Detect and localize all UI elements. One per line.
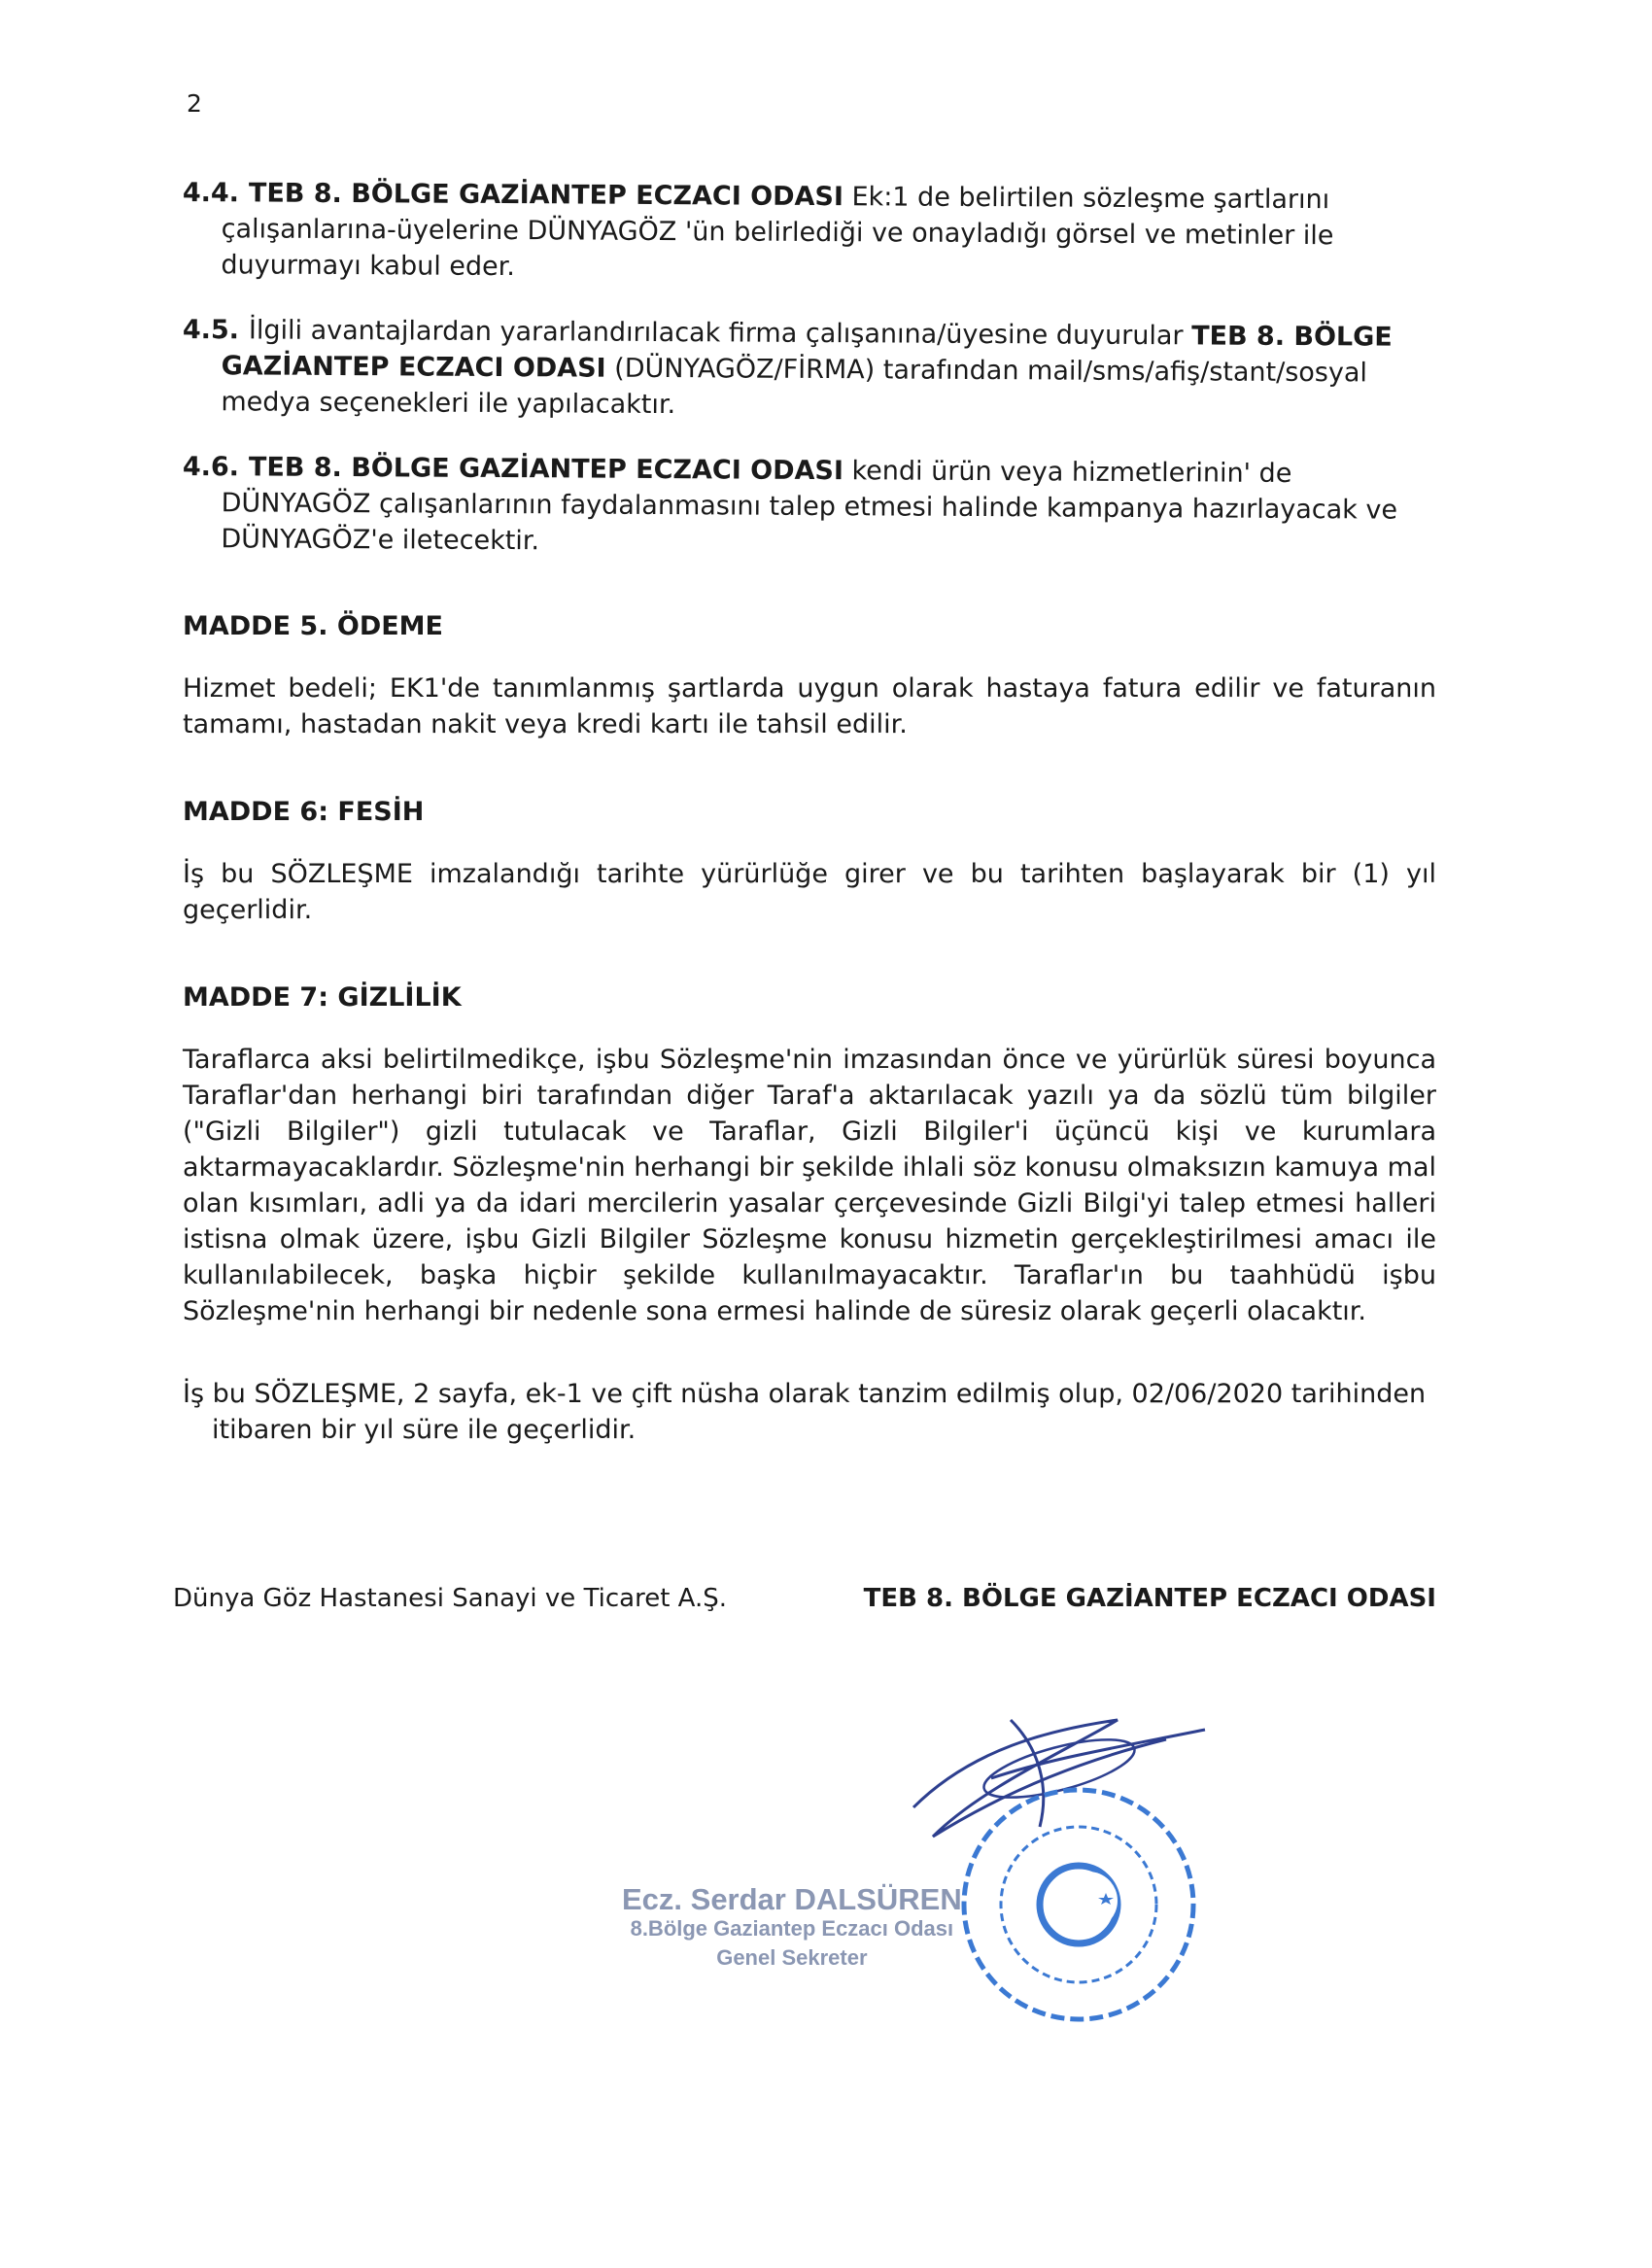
page-number: 2 <box>187 89 202 118</box>
signature-parties <box>173 1584 1436 1613</box>
clause-4-4 <box>182 175 1436 291</box>
clause-list <box>183 175 1436 557</box>
section-list <box>183 611 1436 1329</box>
section-paragraph: Hizmet bedeli; EK1'de tanımlanmış şartlarda uygun olarak hastaya fatura edilir ve faturanın tamamı, hastadan nakit veya kredi kartı ile tahsil edilir. <box>183 673 1436 739</box>
clause-emphasis: TEB 8. BÖLGE GAZİANTEP ECZACI ODASI <box>248 178 844 213</box>
seal-stamp <box>933 1769 1215 2031</box>
clause-body <box>182 175 1436 291</box>
stamp-title: Genel Sekreter <box>716 1945 868 1970</box>
clause-text: kendi ürün veya hizmetlerinin' de DÜNYAGÖZ çalışanlarının faydalanmasını talep etmesi halinde kampanya hazırlayacak ve DÜNYAGÖZ'e iletecektir. <box>221 456 1398 557</box>
party-right: TEB 8. BÖLGE GAZİANTEP ECZACI ODASI <box>863 1584 1436 1613</box>
clause-emphasis: TEB 8. BÖLGE GAZİANTEP ECZACI ODASI <box>248 452 844 487</box>
stamp-org: 8.Bölge Gaziantep Eczacı Odası <box>630 1916 954 1941</box>
clause-emphasis: TEB 8. BÖLGE GAZİANTEP ECZACI ODASI <box>221 321 1393 384</box>
clause-number: 4.5. <box>182 314 240 346</box>
clause-text: (DÜNYAGÖZ/FİRMA) tarafından mail/sms/afiş/stant/sosyal medya seçenekleri ile yapılacaktır. <box>221 353 1368 421</box>
clause-number: 4.6. <box>182 451 240 483</box>
clause-body <box>182 449 1436 565</box>
closing-paragraph: İş bu SÖZLEŞME, 2 sayfa, ek-1 ve çift nüsha olarak tanzim edilmiş olup, 02/06/2020 tarihinden itibaren bir yıl süre ile geçerlidir. <box>183 1379 1427 1445</box>
party-left: Dünya Göz Hastanesi Sanayi ve Ticaret A.Ş. <box>173 1584 728 1613</box>
section-paragraph: İş bu SÖZLEŞME imzalandığı tarihte yürürlüğe girer ve bu tarihten başlayarak bir (1) yıl geçerlidir. <box>183 859 1436 925</box>
clause-4-5 <box>182 312 1436 428</box>
section-heading: MADDE 6: FESİH <box>183 797 425 827</box>
clause-text: Ek:1 de belirtilen sözleşme şartlarını çalışanlarına-üyelerine DÜNYAGÖZ 'ün belirlediği ve onayladığı görsel ve metinler ile duyurmayı kabul eder. <box>221 182 1334 283</box>
clause-text: İlgili avantajlardan yararlandırılacak firma çalışanına/üyesine duyurular <box>248 315 1192 352</box>
stamp-block <box>602 1681 1283 2050</box>
section-heading: MADDE 7: GİZLİLİK <box>183 982 462 1013</box>
document-body <box>183 175 1436 1448</box>
clause-number: 4.4. <box>182 177 240 209</box>
section-heading: MADDE 5. ÖDEME <box>183 611 443 641</box>
stamp-text <box>622 1882 962 1973</box>
clause-body <box>182 312 1436 428</box>
section-paragraph: Taraflarca aksi belirtilmedikçe, işbu Sözleşme'nin imzasından önce ve yürürlük süresi boyunca Taraflar'dan herhangi biri tarafından diğer Taraf'a aktarılacak yazılı ya da sözlü tüm bilgiler ("Gizli Bilgiler") gizli tutulacak ve Taraflar, Gizli Bilgiler'i üçüncü kişi ve kurumlara aktarmayacaklardır. Sözleşme'nin herhangi bir şekilde ihlali söz konusu olmaksızın kamuya mal olan kısımları, adli ya da idari mercilerin yasalar çerçevesinde Gizli Bilgi'yi talep etmesi halleri istisna olmak üzere, işbu Gizli Bilgiler Sözleşme konusu hizmetin gerçekleştirilmesi amacı ile kullanılabilecek, başka hiçbir şekilde kullanılmayacaktır. Taraflar'ın bu taahhüdü işbu Sözleşme'nin herhangi bir nedenle sona ermesi halinde de süresiz olarak geçerli olacaktır. <box>183 1045 1436 1326</box>
clause-4-6 <box>182 449 1436 565</box>
stamp-name: Ecz. Serdar DALSÜREN <box>622 1882 962 1916</box>
